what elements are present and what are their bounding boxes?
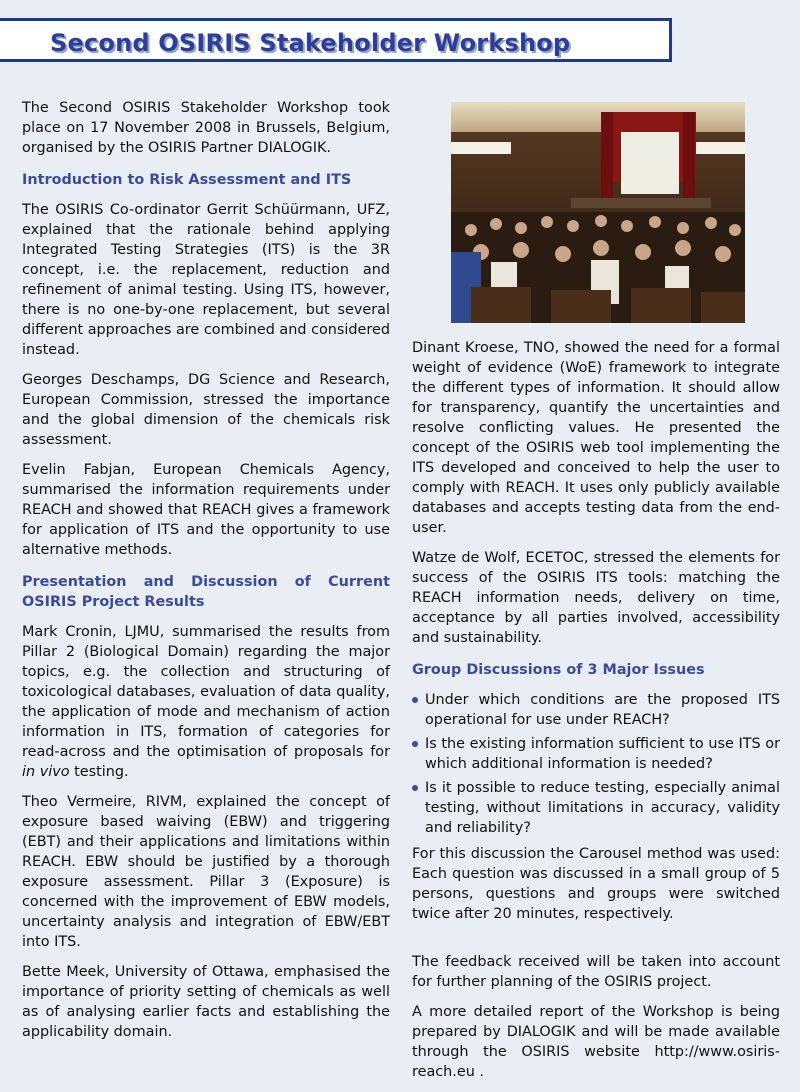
heading-introduction: Introduction to Risk Assessment and ITS (22, 172, 352, 188)
paragraph-feedback: The feedback received will be taken into account for further planning of the OSIRIS project. (412, 954, 780, 990)
page-title: Second OSIRIS Stakeholder Workshop (50, 29, 571, 57)
paragraph-deschamps: Georges Deschamps, DG Science and Research, European Commission, stressed the importance and the global dimension of the chemicals risk assessment. (22, 372, 390, 448)
left-column (22, 98, 390, 1052)
bullet-icon (412, 741, 418, 747)
paragraph-fabjan: Evelin Fabjan, European Chemicals Agency, summarised the information requirements under REACH and showed that REACH gives a framework for application of ITS and the opportunity to use alternative methods. (22, 462, 390, 558)
issues-list (412, 690, 780, 838)
list-item: Is the existing information sufficient to use ITS or which additional information is needed? (412, 734, 780, 774)
paragraph-schuurmann: The OSIRIS Co-ordinator Gerrit Schüürmann, UFZ, explained that the rationale behind applying Integrated Testing Strategies (ITS) is the 3R concept, i.e. the replacement, reduction and refinement of animal testing. Using ITS, however, there is no one-by-one replacement, but several different approaches are combined and considered instead. (22, 202, 390, 358)
paragraph-vermeire: Theo Vermeire, RIVM, explained the concept of exposure based waiving (EBW) and triggering (EBT) and their applications and limitations within REACH. EBW should be justified by a thorough exposure assessment. Pillar 3 (Exposure) is concerned with the improvement of EBW models, uncertainty analysis and integration of EBW/EBT into ITS. (22, 794, 390, 950)
title-banner (0, 18, 672, 62)
paragraph-meek: Bette Meek, University of Ottawa, emphasised the importance of priority setting of chemicals as well as of analysing earlier facts and establishing the applicability domain. (22, 964, 390, 1040)
cronin-text: Mark Cronin, LJMU, summarised the results from Pillar 2 (Biological Domain) regarding the major topics, e.g. the collection and structuring of toxicological databases, evaluation of data quality, the application of mode and mechanism of action information in ITS, formation of categories for read-across and the optimisation of proposals for (22, 624, 390, 760)
paragraph-kroese: Dinant Kroese, TNO, showed the need for a formal weight of evidence (WoE) framework to integrate the different types of information. It should allow for transparency, quantify the uncertainties and resolve conflicting values. He presented the concept of the OSIRIS web tool implementing the ITS developed and conceived to help the user to comply with REACH. It uses only publicly available databases and accepts testing data from the end-user. (412, 340, 780, 536)
conference-photo (451, 102, 745, 323)
paragraph-report: A more detailed report of the Workshop is being prepared by DIALOGIK and will be made available through the OSIRIS website http://www.osiris-reach.eu . (412, 1004, 780, 1080)
cronin-text-end: testing. (69, 764, 129, 780)
bullet-icon (412, 785, 418, 791)
heading-group-discussions: Group Discussions of 3 Major Issues (412, 662, 705, 678)
right-column (412, 338, 780, 1092)
list-item: Is it possible to reduce testing, especially animal testing, without limitations in accuracy, validity and reliability? (412, 778, 780, 838)
bullet-icon (412, 697, 418, 703)
intro-paragraph: The Second OSIRIS Stakeholder Workshop took place on 17 November 2008 in Brussels, Belgium, organised by the OSIRIS Partner DIALOGIK. (22, 100, 390, 156)
cronin-emphasis: in vivo (22, 764, 70, 780)
paragraph-carousel: For this discussion the Carousel method was used: Each question was discussed in a small group of 5 persons, questions and groups were switched twice after 20 minutes, respectively. (412, 846, 780, 922)
paragraph-de-wolf: Watze de Wolf, ECETOC, stressed the elements for success of the OSIRIS ITS tools: matching the REACH information needs, delivery on time, acceptance by all parties involved, accessibility and sustainability. (412, 550, 780, 646)
list-item: Under which conditions are the proposed ITS operational for use under REACH? (412, 690, 780, 730)
paragraph-cronin (22, 622, 390, 782)
heading-project-results: Presentation and Discussion of Current OSIRIS Project Results (22, 574, 390, 610)
